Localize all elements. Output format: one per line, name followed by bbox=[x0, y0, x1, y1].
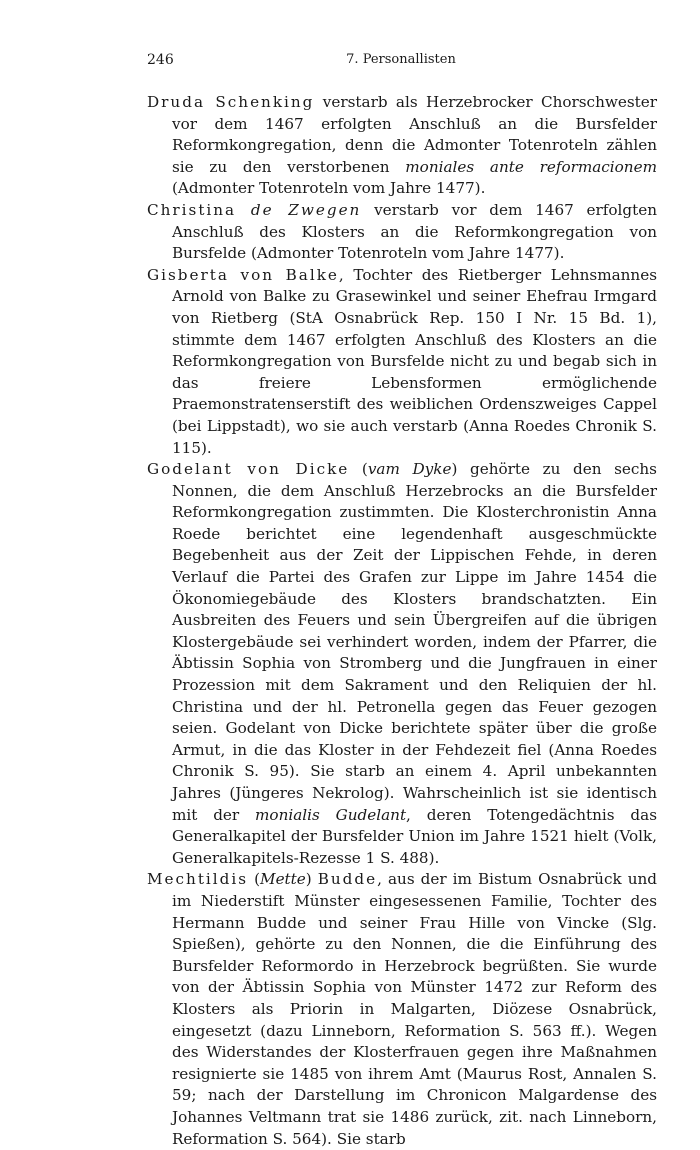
person-surname: de Zwegen bbox=[250, 200, 362, 219]
entry-druda-schenking bbox=[147, 92, 657, 200]
entry-gisberta-von-balke bbox=[147, 265, 657, 459]
entry-text: ( bbox=[349, 460, 368, 479]
entry-text: ) gehörte zu den sechs Nonnen, die dem Anschluß Herzebrocks an die Bursfelder Reformkongregation zustimmten. Die Klosterchronistin Anna Roede berichtet eine legendenhaft ausgeschmückte Begebenheit aus der Zeit der Lippischen Fehde, in deren Verlauf die Partei des Grafen zur Lippe im Jahre 1454 die Ökonomiegebäude des Klosters brandschatzten. Ein Ausbreiten des Feuers und sein Übergreifen auf die übrigen Klostergebäude sei verhindert worden, indem der Pfarrer, die Äbtissin Sophia von Stromberg und die Jungfrauen in einer Prozession mit dem Sakrament und den Reliquien der hl. Christina und der hl. Petronella gegen das Feuer gezogen seien. Godelant von Dicke berichtete später über die große Armut, in die das Kloster in der Fehdezeit fiel (Anna Roedes Chronik S. 95). Sie starb an einem 4. April unbekannten Jahres (Jüngeres Nekrolog). Wahrscheinlich ist sie identisch mit der bbox=[172, 460, 657, 824]
entry-text: , Tochter des Rietberger Lehnsmannes Arnold von Balke zu Grasewinkel und seiner Ehefrau Irmgard von Rietberg (StA Osnabrück Rep. 150 I Nr. 15 Bd. 1), stimmte dem 1467 erfolgten Anschluß des Klosters an die Reformkongregation von Bursfelde nicht zu und begab sich in das freiere Lebensformen ermöglichende Praemonstratenserstift des weiblichen Ordenszweiges Cappel (bei Lippstadt), wo sie auch verstarb (Anna Roedes Chronik S. 115). bbox=[172, 265, 657, 457]
person-name: Christina bbox=[147, 200, 251, 219]
person-surname: Budde bbox=[317, 870, 378, 889]
entry-text: verstarb als Herzebrocker Chorschwester vor dem 1467 erfolgten Anschluß an die Bursfelder Reformkongregation, denn die Admonter Totenroteln zählen sie zu den verstorbenen bbox=[172, 93, 657, 176]
person-name: Godelant von Dicke bbox=[147, 460, 350, 479]
page-number: 246 bbox=[147, 52, 174, 68]
entry-text: verstarb vor dem 1467 erfolgten Anschluß des Klosters an die Reformkongregation von Bursfelde (Admonter Totenroteln vom Jahre 1477). bbox=[172, 200, 657, 263]
latin-phrase: moniales ante reformacionem bbox=[405, 157, 657, 176]
entry-text: , deren Totengedächtnis das Generalkapitel der Bursfelder Union im Jahre 1521 hielt (Volk, Generalkapitels-Rezesse 1 S. 488). bbox=[172, 805, 657, 867]
entry-christina-de-zwegen bbox=[147, 200, 657, 265]
entry-text: ( bbox=[248, 870, 261, 889]
entry-text: (Admonter Totenroteln vom Jahre 1477). bbox=[172, 179, 486, 198]
name-variant: vam Dyke bbox=[367, 460, 452, 479]
person-name: Gisberta von Balke bbox=[147, 265, 339, 284]
entry-godelant-von-dicke bbox=[147, 459, 657, 869]
person-name: Mechtildis bbox=[147, 870, 249, 889]
name-variant: Mette bbox=[260, 870, 306, 889]
latin-phrase: monialis Gudelant bbox=[255, 805, 407, 824]
entry-text: , aus der im Bistum Osnabrück und im Niederstift Münster eingesessenen Familie, Tochter des Hermann Budde und seiner Frau Hille von Vincke (Slg. Spießen), gehörte zu den Nonnen, die die Einführung des Bursfelder Reformordo in Herzebrock begrüßten. Sie wurde von der Äbtissin Sophia von Münster 1472 zur Reform des Klosters als Priorin in Malgarten, Diözese Osnabrück, eingesetzt (dazu Linneborn, Reformation S. 563 ff.). Wegen des Widerstandes der Klosterfrauen gegen ihre Maßnahmen resignierte sie 1485 von ihrem Amt (Maurus Rost, Annalen S. 59; nach der Darstellung im Chronicon Malgardense des Johannes Veltmann trat sie 1486 zurück, zit. nach Linneborn, Reformation S. 564). Sie starb bbox=[172, 870, 657, 1148]
entry-mechtildis-budde bbox=[147, 869, 657, 1150]
page-body bbox=[147, 92, 657, 1150]
person-name: Druda Schenking bbox=[147, 93, 315, 111]
entry-text: ) bbox=[305, 870, 318, 889]
running-head: 7. Personallisten bbox=[346, 52, 456, 67]
page-header bbox=[147, 52, 655, 74]
